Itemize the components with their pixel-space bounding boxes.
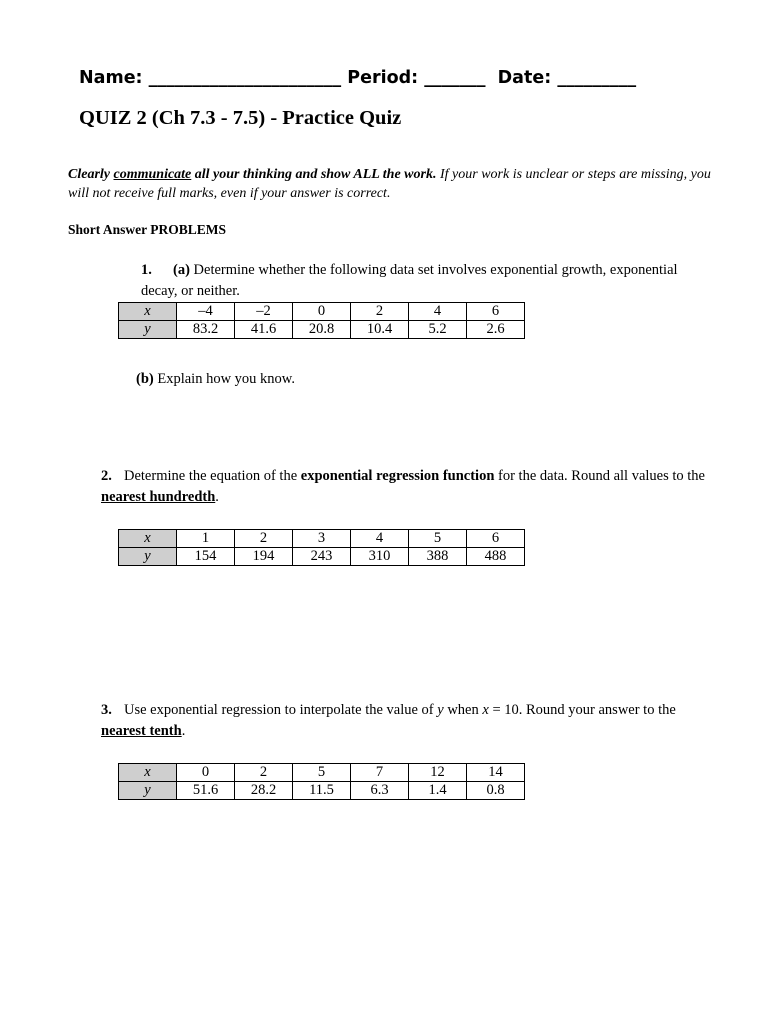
q2-y-cell: 488: [467, 548, 525, 566]
page-title: QUIZ 2 (Ch 7.3 - 7.5) - Practice Quiz: [79, 107, 402, 129]
instr-part2: all your thinking and show ALL the work.: [191, 167, 437, 182]
q2-text3: .: [215, 489, 219, 505]
q2-y-label: y: [119, 548, 177, 566]
header-line: [79, 68, 636, 88]
date-label: Date:: [497, 68, 552, 88]
name-label: Name:: [79, 68, 143, 88]
q3-text1: Use exponential regression to interpolate the value of: [124, 702, 438, 718]
q1-y-cell: 10.4: [351, 321, 409, 339]
section-heading: Short Answer PROBLEMS: [68, 222, 227, 237]
period-label: Period:: [347, 68, 419, 88]
q3-table: [118, 763, 525, 800]
q2-table: [118, 529, 525, 566]
q2-x-cell: 4: [351, 530, 409, 548]
q1-y-cell: 5.2: [409, 321, 467, 339]
q3-y-cell: 1.4: [409, 782, 467, 800]
q3-y-cell: 51.6: [177, 782, 235, 800]
q2-y-cell: 243: [293, 548, 351, 566]
instr-emph: communicate: [113, 167, 192, 182]
q3-text3: = 10. Round your answer to the: [488, 702, 676, 718]
q1-x-cell: 2: [351, 303, 409, 321]
q1-number: 1.: [141, 262, 152, 278]
q3-x-cell: 0: [177, 764, 235, 782]
q1-y-cell: 20.8: [293, 321, 351, 339]
q1-x-cell: 4: [409, 303, 467, 321]
q2-number: 2.: [101, 468, 112, 484]
name-blank: ______________________: [148, 68, 342, 88]
q3-text4: .: [181, 723, 186, 739]
q1-table: [118, 302, 525, 339]
q3-y-cell: 28.2: [235, 782, 293, 800]
q1-x-cell: 0: [293, 303, 351, 321]
q3-number: 3.: [101, 702, 112, 718]
q3-x-cell: 12: [409, 764, 467, 782]
q3-var-x: x: [482, 702, 489, 718]
q2-y-row: [119, 548, 525, 566]
instr-part3: If your work is unclear or steps are missing, you will not receive full marks, even if your answer is correct.: [68, 167, 711, 201]
q1-text: Determine whether the following data set involves exponential growth, exponential decay, or neither.: [141, 262, 678, 299]
q2-text1: Determine the equation of the: [124, 468, 301, 484]
date-blank: _________: [557, 68, 637, 88]
q2-x-cell: 5: [409, 530, 467, 548]
q2-x-label: x: [119, 530, 177, 548]
q2-x-cell: 2: [235, 530, 293, 548]
q3-text2: when: [443, 702, 483, 718]
q3-x-row: [119, 764, 525, 782]
q2-y-cell: 194: [235, 548, 293, 566]
q1-part-a: (a): [173, 262, 190, 278]
q2-x-row: [119, 530, 525, 548]
q2-y-cell: 154: [177, 548, 235, 566]
instructions: [68, 165, 718, 203]
question-1: [141, 260, 711, 302]
q3-x-cell: 5: [293, 764, 351, 782]
q1-part-b: (b): [136, 371, 154, 387]
q3-x-cell: 2: [235, 764, 293, 782]
q1-x-cell: –2: [235, 303, 293, 321]
q2-y-cell: 388: [409, 548, 467, 566]
q1-y-cell: 83.2: [177, 321, 235, 339]
q3-x-cell: 7: [351, 764, 409, 782]
question-2: [101, 466, 716, 508]
q1-y-cell: 41.6: [235, 321, 293, 339]
question-3: [101, 700, 716, 742]
q1-x-cell: –4: [177, 303, 235, 321]
q3-x-cell: 14: [467, 764, 525, 782]
q3-y-cell: 6.3: [351, 782, 409, 800]
q3-y-label: y: [119, 782, 177, 800]
q1-y-cell: 2.6: [467, 321, 525, 339]
q1-x-cell: 6: [467, 303, 525, 321]
q1-x-label: x: [119, 303, 177, 321]
q2-y-cell: 310: [351, 548, 409, 566]
q3-y-cell: 0.8: [467, 782, 525, 800]
q3-y-row: [119, 782, 525, 800]
q1-y-row: [119, 321, 525, 339]
period-blank: _______: [424, 68, 486, 88]
question-1b: [136, 369, 295, 390]
q2-x-cell: 1: [177, 530, 235, 548]
q2-text2: for the data. Round all values to the: [494, 468, 705, 484]
q2-x-cell: 6: [467, 530, 525, 548]
q3-underline: nearest tenth: [101, 723, 182, 739]
q3-y-cell: 11.5: [293, 782, 351, 800]
instr-part1: Clearly: [68, 167, 114, 182]
q3-x-label: x: [119, 764, 177, 782]
q2-x-cell: 3: [293, 530, 351, 548]
q2-bold: exponential regression function: [300, 468, 495, 484]
q2-underline: nearest hundredth: [101, 489, 216, 505]
q1-y-label: y: [119, 321, 177, 339]
q3-var-y: y: [437, 702, 444, 718]
q1-x-row: [119, 303, 525, 321]
q1-text-b: Explain how you know.: [153, 371, 295, 387]
